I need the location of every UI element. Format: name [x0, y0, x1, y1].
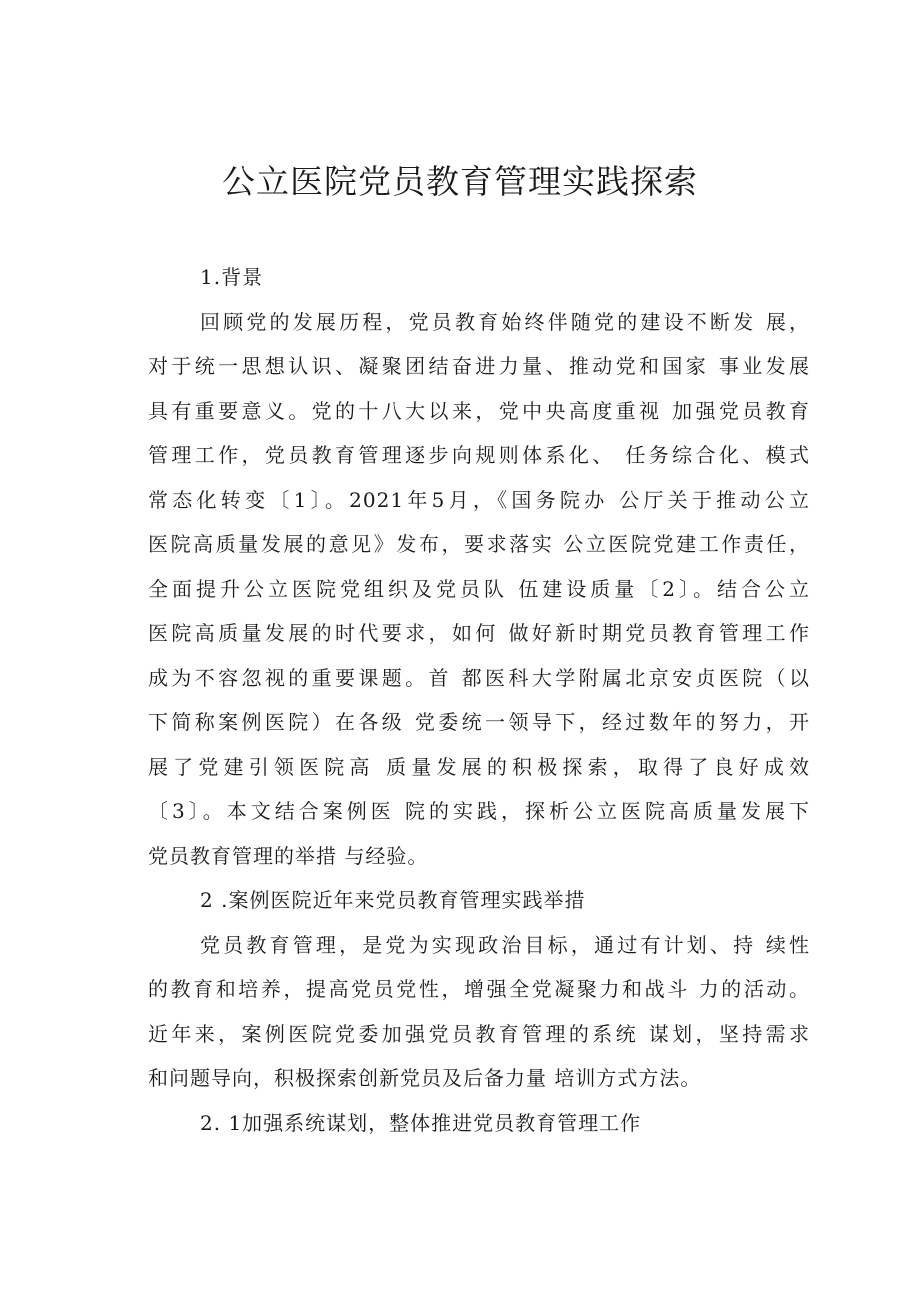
document-title: 公立医院党员教育管理实践探索: [222, 162, 698, 201]
paragraph-line: 展了党建引领医院高 质量发展的积极探索，取得了良好成效: [148, 754, 810, 779]
paragraph-background: [148, 300, 810, 879]
paragraph-line: 〔3〕。本文结合案例医 院的实践，探析公立医院高质量发展下: [148, 799, 810, 823]
paragraph-line: 医院高质量发展的时代要求，如何 做好新时期党员教育管理工作: [148, 621, 810, 645]
paragraph-line: 的教育和培养，提高党员党性，增强全党凝聚力和战斗 力的活动。: [148, 977, 810, 1001]
paragraph-line: 具有重要意义。党的十八大以来，党中央高度重视 加强党员教育: [148, 398, 810, 423]
paragraph-practice: [148, 923, 810, 1101]
paragraph-line: 党员教育管理的举措 与经验。: [148, 843, 429, 868]
paragraph-line: 成为不容忽视的重要课题。首 都医科大学附属北京安贞医院（以: [148, 665, 810, 690]
paragraph-line: 近年来，案例医院党委加强党员教育管理的系统 谋划，坚持需求: [148, 1021, 810, 1046]
paragraph-line: 管理工作，党员教育管理逐步向规则体系化、 任务综合化、模式: [148, 443, 810, 467]
paragraph-line: 回顾党的发展历程，党员教育始终伴随党的建设不断发 展，: [200, 309, 810, 334]
paragraph-line: 医院高质量发展的意见》发布，要求落实 公立医院党建工作责任，: [148, 532, 810, 556]
paragraph-line: 全面提升公立医院党组织及党员队 伍建设质量〔2〕。结合公立: [148, 576, 810, 601]
paragraph-line: 常态化转变〔1〕。2021年5月，《国务院办 公厅关于推动公立: [148, 487, 810, 512]
paragraph-line: 党员教育管理，是党为实现政治目标，通过有计划、持 续性: [200, 932, 810, 957]
paragraph-line: 和问题导向，积极探索创新党员及后备力量 培训方式方法。: [148, 1066, 702, 1090]
section-heading-background: 1.背景: [200, 265, 264, 289]
document-body: [148, 255, 810, 1145]
paragraph-line: 下简称案例医院）在各级 党委统一领导下，经过数年的努力，开: [148, 710, 810, 734]
section-heading-system-planning: 2. 1加强系统谋划，整体推进党员教育管理工作: [200, 1110, 642, 1135]
paragraph-line: 对于统一思想认识、凝聚团结奋进力量、推动党和国家 事业发展: [148, 354, 810, 378]
section-heading-practice: 2 .案例医院近年来党员教育管理实践举措: [200, 888, 586, 912]
